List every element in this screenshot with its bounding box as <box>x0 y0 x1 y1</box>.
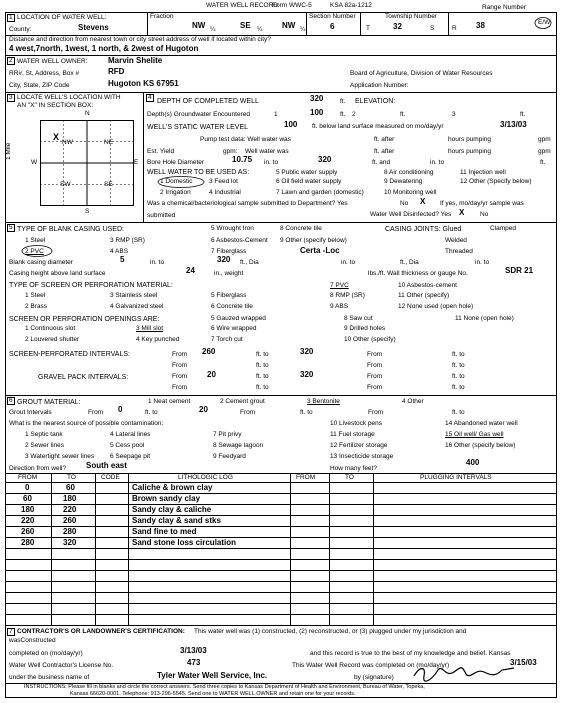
gpi-from-2: From <box>367 373 383 380</box>
grout-ft-to: ft. to <box>145 409 158 416</box>
log-row-to: 220 <box>63 505 77 514</box>
business-label: under the business name of <box>9 674 90 681</box>
log-row-desc: Brown sandy clay <box>132 494 201 503</box>
grout-ft-to-2: ft. to <box>300 409 313 416</box>
pump-after: ft. after <box>374 136 395 143</box>
location-label: LOCATION OF WATER WELL: <box>17 14 107 21</box>
grout-to-value: 20 <box>199 405 208 414</box>
opening-10: 10 Other (specify) <box>344 336 396 343</box>
bore-in-to: in. to <box>264 159 279 166</box>
gw1-ft: ft. <box>340 111 346 118</box>
spi-ft-to: ft. to <box>256 351 269 358</box>
source-8: 8 Sewage lagoon <box>213 442 264 449</box>
section-number-value: 6 <box>330 22 335 31</box>
casing-5: 5 Wrought Iron <box>211 225 254 232</box>
chem-rest: If yes, mo/day/yr sample was <box>440 200 524 207</box>
section-7-num-text: 7 <box>9 628 13 635</box>
fraction-mark-3: ¼ <box>300 26 306 33</box>
use-7: 7 Lawn and garden (domestic) <box>276 189 364 196</box>
log-row-from: 60 <box>23 494 32 503</box>
pump-hours: hours pumping <box>448 136 491 143</box>
compass-s: S <box>85 208 90 215</box>
static-level-label: WELL'S STATIC WATER LEVEL <box>147 124 249 131</box>
bcd-in-to-3: in. to <box>475 259 490 266</box>
direction-value: South east <box>86 461 127 470</box>
sdr-value: SDR 21 <box>505 266 534 275</box>
divider <box>5 592 557 593</box>
depth-ft: ft. <box>340 98 346 105</box>
divider <box>5 581 557 582</box>
opening-1: 1 Continuous slot <box>25 325 76 332</box>
spi-from-3: From <box>172 362 188 369</box>
section-3-num-text: 3 <box>9 94 13 101</box>
certification-text: This water well was (1) constructed, (2) reconstructed, or (3) plugged under my jurisdiction and <box>194 628 467 635</box>
instructions-line-2: Kansas 66620-0001. Telephone: 913-296-5545. Send one to WATER WELL OWNER and retain one for your records. <box>70 691 356 697</box>
bcd-label: Blank casing diameter <box>9 259 73 266</box>
divider <box>5 625 557 626</box>
section-number-label: Section Number <box>309 13 356 20</box>
height-value: 24 <box>186 266 195 275</box>
spi-ft-to-3: ft. to <box>256 362 269 369</box>
license-label: Water Well Contractor's License No. <box>9 662 114 669</box>
divider <box>5 614 557 615</box>
joints-threaded: Threaded <box>445 248 473 255</box>
pvc-circle-mark <box>20 244 54 258</box>
use-label: WELL WATER TO BE USED AS: <box>147 169 250 176</box>
compass-n: N <box>85 110 90 117</box>
use-8: 8 Air conditioning <box>384 169 434 176</box>
joints-label: CASING JOINTS: Glued <box>385 226 462 233</box>
log-row-to: 60 <box>66 483 75 492</box>
bore-label: Bore Hole Diameter <box>147 159 205 166</box>
log-row-to: 320 <box>63 538 77 547</box>
spi-label: SCREEN-PERFORATED INTERVALS: <box>9 351 130 358</box>
signature-mark <box>410 662 520 682</box>
fraction-label: Fraction <box>150 13 174 20</box>
casing-label: TYPE OF BLANK CASING USED: <box>17 226 124 233</box>
grout-from-value: 0 <box>118 405 123 414</box>
fraction-1: NW <box>192 21 206 30</box>
log-row-to: 260 <box>63 516 77 525</box>
domestic-circle-mark <box>156 175 206 189</box>
height-label: Casing height above land surface <box>9 270 106 277</box>
bore-in-to-2: in. to <box>430 159 445 166</box>
divider <box>5 504 557 505</box>
source-5: 5 Cess pool <box>110 442 145 449</box>
spi-ft-to-4: ft. to <box>452 362 465 369</box>
log-header-from: FROM <box>18 474 38 481</box>
range-label: Range Number <box>482 4 527 11</box>
joints-welded: Welded <box>445 237 467 244</box>
record-true-text: and this record is true to the best of my knowledge and belief. Kansas <box>310 650 511 657</box>
pump-test-label: Pump test data: Well water was <box>200 136 291 143</box>
township-s: S <box>430 25 435 32</box>
opening-3: 3 Mill slot <box>136 325 164 332</box>
pump-gpm: gpm <box>538 136 551 143</box>
county-value: Stevens <box>78 23 109 32</box>
disinfected-x: X <box>459 208 465 217</box>
screen-1: 1 Steel <box>25 292 46 299</box>
disinfected-no: No <box>480 211 489 218</box>
spi-from-value: 260 <box>202 347 216 356</box>
screen-10: 10 Asbestos-cement <box>398 282 457 289</box>
gpi-ft-to-4: ft. to <box>452 384 465 391</box>
static-level-date: 3/13/03 <box>500 120 527 129</box>
opening-9: 9 Drilled holes <box>344 325 386 332</box>
source-4: 4 Lateral lines <box>110 431 151 438</box>
divider <box>5 559 557 560</box>
yield-well-water: Well water was <box>245 148 289 155</box>
log-row-desc: Sandy clay & caliche <box>132 505 212 514</box>
use-11: 11 Injection well <box>460 169 506 176</box>
spi-from-2: From <box>367 351 383 358</box>
divider <box>5 395 557 396</box>
record-completed-label: This Water Well Record was completed on (mo/day/yr) <box>292 662 450 669</box>
static-level-value: 100 <box>284 120 298 129</box>
divider <box>5 603 557 604</box>
source-7: 7 Pit privy <box>213 431 242 438</box>
use-10: 10 Monitoring well <box>384 189 437 196</box>
yield-after: ft. after <box>374 148 395 155</box>
grout-1: 1 Neat cement <box>148 398 191 405</box>
range-value: 38 <box>476 21 485 30</box>
screen-4: 4 Galvanized steel <box>110 303 164 310</box>
gpi-from-value: 20 <box>207 370 216 379</box>
gw2-num: 2 <box>352 111 356 118</box>
use-1: 1 Domestic <box>160 178 193 185</box>
source-16: 16 Other (specify below) <box>445 442 516 449</box>
divider <box>5 515 557 516</box>
grout-label: GROUT MATERIAL: <box>17 399 81 406</box>
record-completed-value: 3/15/03 <box>510 658 537 667</box>
grout-from-label: From <box>88 409 104 416</box>
bcd-ft-dia: ft., Dia <box>240 259 259 266</box>
form-number: Form WWC-5 <box>272 2 312 9</box>
log-row-to: 180 <box>63 494 77 503</box>
gpi-to-value: 320 <box>300 370 314 379</box>
casing-6: 6 Asbestos-Cement <box>211 237 268 244</box>
screen-5: 5 Fiberglass <box>211 292 247 299</box>
form-title: WATER WELL RECORD <box>206 2 278 9</box>
source-11: 11 Fuel storage <box>330 431 375 438</box>
divider <box>5 222 557 223</box>
opening-6: 6 Wire wrapped <box>211 325 257 332</box>
quarter-ne: NE <box>104 139 114 146</box>
casing-1: 1 Steel <box>25 237 46 244</box>
screen-6: 6 Concrete tile <box>211 303 253 310</box>
grout-2: 2 Cement grout <box>220 398 265 405</box>
source-15: 15 Oil well/ Gas well <box>445 431 504 438</box>
bcd-in-to-2: in. to <box>341 259 356 266</box>
yield-gpm: gpm: <box>223 148 238 155</box>
depth-label: DEPTH OF COMPLETED WELL <box>157 98 259 105</box>
yield-hours: hours pumping <box>448 148 491 155</box>
static-level-rest: ft. below land surface measured on mo/day/yr <box>312 123 444 130</box>
section-1-num-text: 1 <box>9 14 13 21</box>
source-9: 9 Feedyard <box>213 453 246 460</box>
log-row-desc: Sandy clay & sand stks <box>132 516 221 525</box>
source-1: 1 Septic tank <box>25 431 63 438</box>
log-header-lithologic: LITHOLOGIC LOG <box>178 474 233 481</box>
ksa-number: KSA 82a-1212 <box>330 2 372 9</box>
casing-9: 9 Other (specify below) <box>280 237 347 244</box>
grout-4: 4 Other <box>402 398 424 405</box>
log-header-to: TO <box>67 474 76 481</box>
completed-label: completed on (mo/day/yr) <box>9 650 83 657</box>
gpi-ft-to-2: ft. to <box>452 373 465 380</box>
gpi-from-3: From <box>172 384 188 391</box>
grout-from-2: From <box>240 409 256 416</box>
ew-circle-mark <box>533 16 553 30</box>
log-row-from: 280 <box>21 538 35 547</box>
township-value: 32 <box>393 22 402 31</box>
address-label: RR#, St. Address, Box # <box>9 70 80 77</box>
fraction-3: NW <box>282 21 296 30</box>
log-row-from: 260 <box>21 527 35 536</box>
section-5-num-text: 5 <box>9 224 13 231</box>
quarter-se: SE <box>104 181 113 188</box>
compass-e: E <box>134 159 139 166</box>
use-4: 4 Industrial <box>209 189 241 196</box>
gpi-label: GRAVEL PACK INTERVALS: <box>38 374 129 381</box>
plug-header-intervals: PLUGGING INTERVALS <box>420 474 492 481</box>
screen-2: 2 Brass <box>25 303 48 310</box>
divider <box>5 55 557 56</box>
divider <box>360 12 361 35</box>
source-12: 12 Fertilizer storage <box>330 442 388 449</box>
chem-x: X <box>420 197 426 206</box>
locate-label-1: LOCATE WELL'S LOCATION WITH <box>17 94 121 101</box>
screen-9: 9 ABS <box>330 303 349 310</box>
bore-to-value: 320 <box>318 155 332 164</box>
elevation-label: ELEVATION: <box>355 98 396 105</box>
bcd-in-to: in. to <box>150 259 165 266</box>
other-casing-value: Certa -Loc <box>300 246 340 255</box>
log-row-from: 220 <box>21 516 35 525</box>
bore-value: 10.75 <box>232 155 253 164</box>
divider <box>306 12 307 35</box>
grout-ft-to-3: ft. to <box>452 409 465 416</box>
distance-label: Distance and direction from nearest town or city street address of well if located within city? <box>9 36 271 43</box>
business-value: Tyler Water Well Service, Inc. <box>157 671 268 680</box>
was-constructed: wasConstructed <box>9 637 56 644</box>
casing-7: 7 Fiberglass <box>211 248 247 255</box>
grout-from-3: From <box>368 409 384 416</box>
source-14: 14 Abandoned water well <box>445 420 518 427</box>
board-label: Board of Agriculture, Division of Water Resources <box>350 70 493 77</box>
locate-label-2: AN "X" IN SECTION BOX: <box>17 102 94 109</box>
instructions-line-1: INSTRUCTIONS: Please fill in blanks and circle the correct answers. Send three copies to Kansas Department of Health and Environment, Bureau of Water, Topeka, <box>24 684 425 690</box>
address-value: RFD <box>108 67 125 76</box>
chem-question: Was a chemical/bacteriological sample submitted to Department? Yes <box>147 200 348 207</box>
section-2-num-text: 2 <box>9 57 13 64</box>
contamination-label: What is the nearest source of possible contamination: <box>9 420 164 427</box>
source-3: 3 Watertight sewer lines <box>25 453 95 460</box>
fraction-mark-1: ¼ <box>210 26 216 33</box>
use-5: 5 Public water supply <box>276 169 338 176</box>
spi-from-4: From <box>367 362 383 369</box>
opening-8: 8 Saw cut <box>344 315 373 322</box>
gw1-num: 1 <box>274 111 278 118</box>
gw1-value: 100 <box>310 108 324 117</box>
plug-header-from: FROM <box>296 474 316 481</box>
spi-ft-to-2: ft. to <box>452 351 465 358</box>
bore-ft: ft. <box>540 159 546 166</box>
casing-2: 2 PVC <box>25 248 44 255</box>
bore-ft-and: ft. and <box>372 159 391 166</box>
opening-7: 7 Torch cut <box>211 336 243 343</box>
source-6: 6 Seepage pit <box>110 453 151 460</box>
chem-no: No <box>400 200 409 207</box>
log-row-to: 280 <box>63 527 77 536</box>
groundwater-label: Depth(s) Groundwater Encountered <box>147 111 250 118</box>
township-label: Township Number <box>385 13 438 20</box>
certification-label: CONTRACTOR'S OR LANDOWNER'S CERTIFICATION: <box>17 628 185 635</box>
fraction-mark-2: ¼ <box>257 26 263 33</box>
range-ew: E/W <box>538 19 551 26</box>
log-header-code: CODE <box>101 474 120 481</box>
gpi-ft-to-3: ft. to <box>256 384 269 391</box>
owner-label: WATER WELL OWNER: <box>17 58 88 65</box>
use-6: 6 Oil field water supply <box>276 178 342 185</box>
joints-clamped: Clamped <box>490 225 517 232</box>
township-t: T <box>366 25 370 32</box>
casing-3: 3 RMP (SR) <box>110 237 145 244</box>
openings-label: SCREEN OR PERFORATION OPENINGS ARE: <box>9 316 160 323</box>
direction-label: Direction from well? <box>9 465 67 472</box>
divider <box>5 537 557 538</box>
log-row-desc: Sand fine to med <box>132 527 197 536</box>
section-6-num-text: 6 <box>9 397 13 404</box>
divider <box>147 12 148 35</box>
source-10: 10 Livestock pens <box>330 420 383 427</box>
use-9: 9 Dewatering <box>384 178 423 185</box>
quarter-sw: SW <box>60 181 71 188</box>
county-label: County: <box>9 26 32 33</box>
quarter-nw: NW <box>62 139 73 146</box>
owner-value: Marvin Shelite <box>108 56 163 65</box>
screen-3: 3 Stainless steel <box>110 292 158 299</box>
bcd-to-value: 320 <box>217 255 231 264</box>
depth-value: 320 <box>310 94 324 103</box>
screen-7: 7 PVC <box>330 282 349 289</box>
signature-label: by (signature) <box>354 674 394 681</box>
source-13: 13 Insecticide storage <box>330 453 394 460</box>
use-2: 2 Irrigation <box>160 189 191 196</box>
divider <box>5 570 557 571</box>
completed-value: 3/13/03 <box>180 646 207 655</box>
yield-label: Est. Yield <box>147 148 175 155</box>
height-in-weight: in., weight <box>214 270 244 277</box>
how-many-label: How many feet? <box>330 465 377 472</box>
divider <box>143 92 144 223</box>
mile-label: 1 Mile <box>5 142 12 160</box>
how-many-value: 400 <box>466 458 480 467</box>
log-row-from: 180 <box>21 505 35 514</box>
divider <box>5 493 557 494</box>
use-12: 12 Other (Specify below) <box>460 178 532 185</box>
divider <box>448 12 449 35</box>
range-r: R <box>452 25 457 32</box>
screen-material-label: TYPE OF SCREEN OR PERFORATION MATERIAL: <box>9 282 173 289</box>
plug-header-to: TO <box>345 474 354 481</box>
section-4-num-text: 4 <box>148 94 152 101</box>
opening-2: 2 Louvered shutter <box>25 336 80 343</box>
spi-to-value: 320 <box>300 347 314 356</box>
divider <box>5 482 557 483</box>
spi-from-label: From <box>172 351 188 358</box>
gpi-ft-to: ft. to <box>256 373 269 380</box>
grout-intervals-label: Grout Intervals <box>9 409 52 416</box>
log-row-desc: Sand stone loss circulation <box>132 538 237 547</box>
grout-3: 3 Bentonite <box>307 398 340 405</box>
license-value: 473 <box>187 658 201 667</box>
log-row-from: 0 <box>25 483 30 492</box>
gpi-from-4: From <box>367 384 383 391</box>
opening-11: 11 None (open hole) <box>455 315 514 322</box>
gw2-ft: ft. <box>400 111 406 118</box>
bcd-value: 5 <box>120 255 125 264</box>
screen-8: 8 RMP (SR) <box>330 292 365 299</box>
screen-12: 12 None used (open hole) <box>398 303 474 310</box>
city-label: City, State, ZIP Code <box>9 82 70 89</box>
gw3-ft: ft. <box>520 111 526 118</box>
casing-8: 8 Concrete tile <box>280 225 322 232</box>
opening-4: 4 Key punched <box>136 336 180 343</box>
bcd-ft-dia-2: ft., Dia <box>400 259 419 266</box>
divider <box>5 526 557 527</box>
use-3: 3 Feed lot <box>209 178 238 185</box>
city-value: Hugoton KS 67951 <box>108 79 179 88</box>
yield-gpm-2: gpm <box>538 148 551 155</box>
well-location-x: X <box>53 132 60 142</box>
gw3-num: 3 <box>452 111 456 118</box>
disinfected-label: Water Well Disinfected? Yes <box>370 211 452 218</box>
chem-submitted: submitted <box>147 212 176 219</box>
opening-5: 5 Gauzed wrapped <box>211 315 266 322</box>
lbs-ft-label: lbs./ft. Wall thickness or gauge No. <box>368 270 468 277</box>
log-row-desc: Caliche & brown clay <box>132 483 213 492</box>
distance-value: 4 west,7north, 1west, 1 north, & 2west of Hugoton <box>9 44 199 53</box>
casing-4: 4 ABS <box>110 248 129 255</box>
divider <box>5 548 557 549</box>
source-2: 2 Sewer lines <box>25 442 65 449</box>
gpi-from-label: From <box>172 373 188 380</box>
fraction-2: SE <box>240 21 251 30</box>
screen-11: 11 Other (specify) <box>398 292 450 299</box>
compass-w: W <box>31 159 38 166</box>
application-label: Application Number: <box>350 82 409 89</box>
divider <box>5 92 557 93</box>
